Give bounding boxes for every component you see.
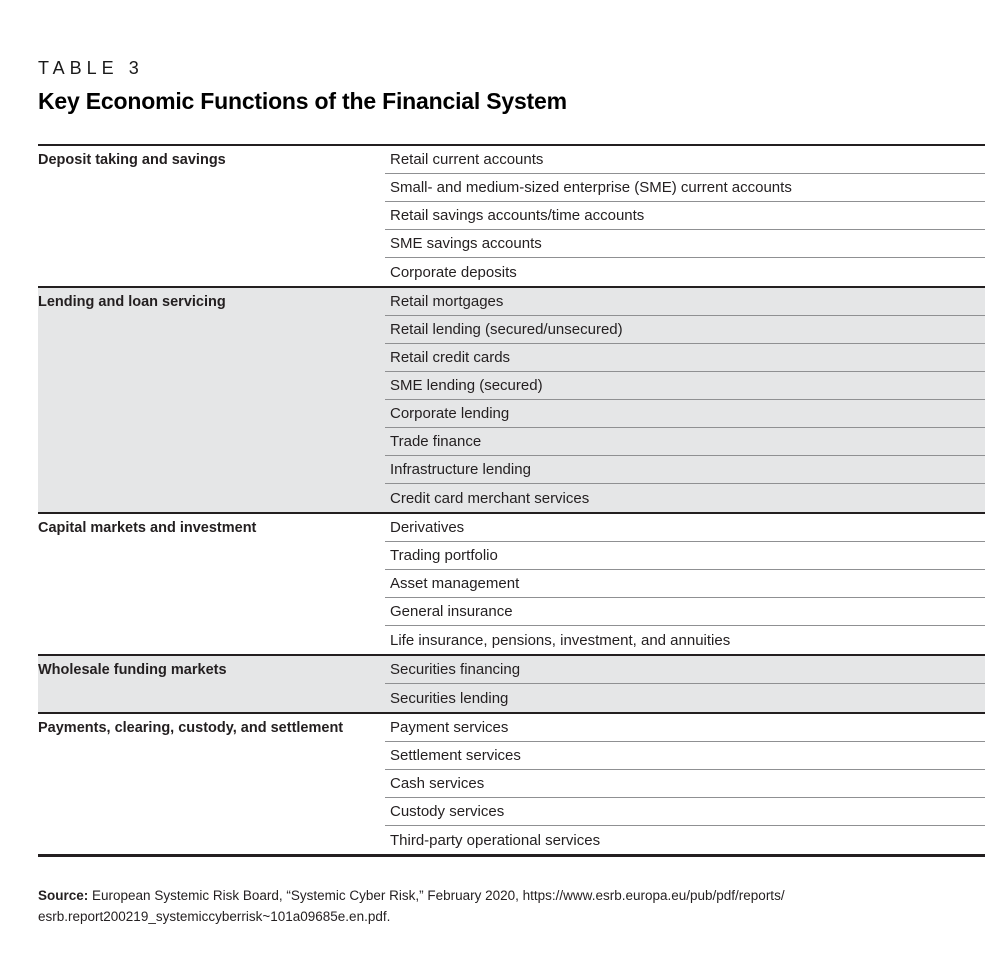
category-cell: Wholesale funding markets (38, 662, 227, 678)
item-cell: Retail credit cards (385, 344, 985, 372)
items-column (385, 656, 985, 712)
item-cell: Settlement services (385, 742, 985, 770)
item-cell: SME lending (secured) (385, 372, 985, 400)
source-note (38, 886, 828, 928)
table-title: Key Economic Functions of the Financial System (38, 88, 567, 114)
item-cell: Cash services (385, 770, 985, 798)
item-cell: Securities lending (390, 689, 509, 707)
category-cell: Capital markets and investment (38, 520, 257, 536)
table-group (38, 286, 985, 512)
items-column (385, 514, 985, 654)
item-cell: Retail savings accounts/time accounts (385, 202, 985, 230)
table-group (38, 512, 985, 654)
item-cell: Credit card merchant services (390, 489, 590, 507)
item-cell: Corporate lending (385, 400, 985, 428)
item-cell: Securities financing (385, 656, 985, 684)
category-cell: Payments, clearing, custody, and settlement (38, 720, 344, 736)
table-group (38, 712, 985, 854)
items-column (385, 146, 985, 286)
item-cell: Derivatives (385, 514, 985, 542)
category-cell: Deposit taking and savings (38, 152, 226, 168)
item-cell: General insurance (385, 598, 985, 626)
source-line-1 (38, 886, 828, 907)
item-cell: Trading portfolio (385, 542, 985, 570)
category-cell: Lending and loan servicing (38, 294, 226, 310)
item-cell: Life insurance, pensions, investment, and annuities (390, 631, 731, 649)
item-cell: Infrastructure lending (385, 456, 985, 484)
table-group (38, 146, 985, 286)
item-cell: Corporate deposits (390, 263, 517, 281)
item-cell: Asset management (385, 570, 985, 598)
items-column (385, 288, 985, 512)
item-cell: Payment services (385, 714, 985, 742)
source-text-line-1: European Systemic Risk Board, “Systemic Cyber Risk,” February 2020, https://www.esrb.europa.eu/pub/pdf/reports/ (88, 888, 785, 903)
economic-functions-table (38, 144, 985, 857)
table-label: TABLE 3 (38, 58, 144, 78)
item-cell: Trade finance (385, 428, 985, 456)
source-text-line-2: esrb.report200219_systemiccyberrisk~101a09685e.en.pdf. (38, 908, 391, 924)
item-cell: Custody services (385, 798, 985, 826)
item-cell: Retail current accounts (385, 146, 985, 174)
source-label: Source: (38, 888, 89, 903)
item-cell: SME savings accounts (385, 230, 985, 258)
item-cell: Retail mortgages (385, 288, 985, 316)
table-group (38, 654, 985, 712)
items-column (385, 714, 985, 854)
item-cell: Retail lending (secured/unsecured) (385, 316, 985, 344)
item-cell: Third-party operational services (390, 831, 601, 849)
item-cell: Small- and medium-sized enterprise (SME) current accounts (385, 174, 985, 202)
